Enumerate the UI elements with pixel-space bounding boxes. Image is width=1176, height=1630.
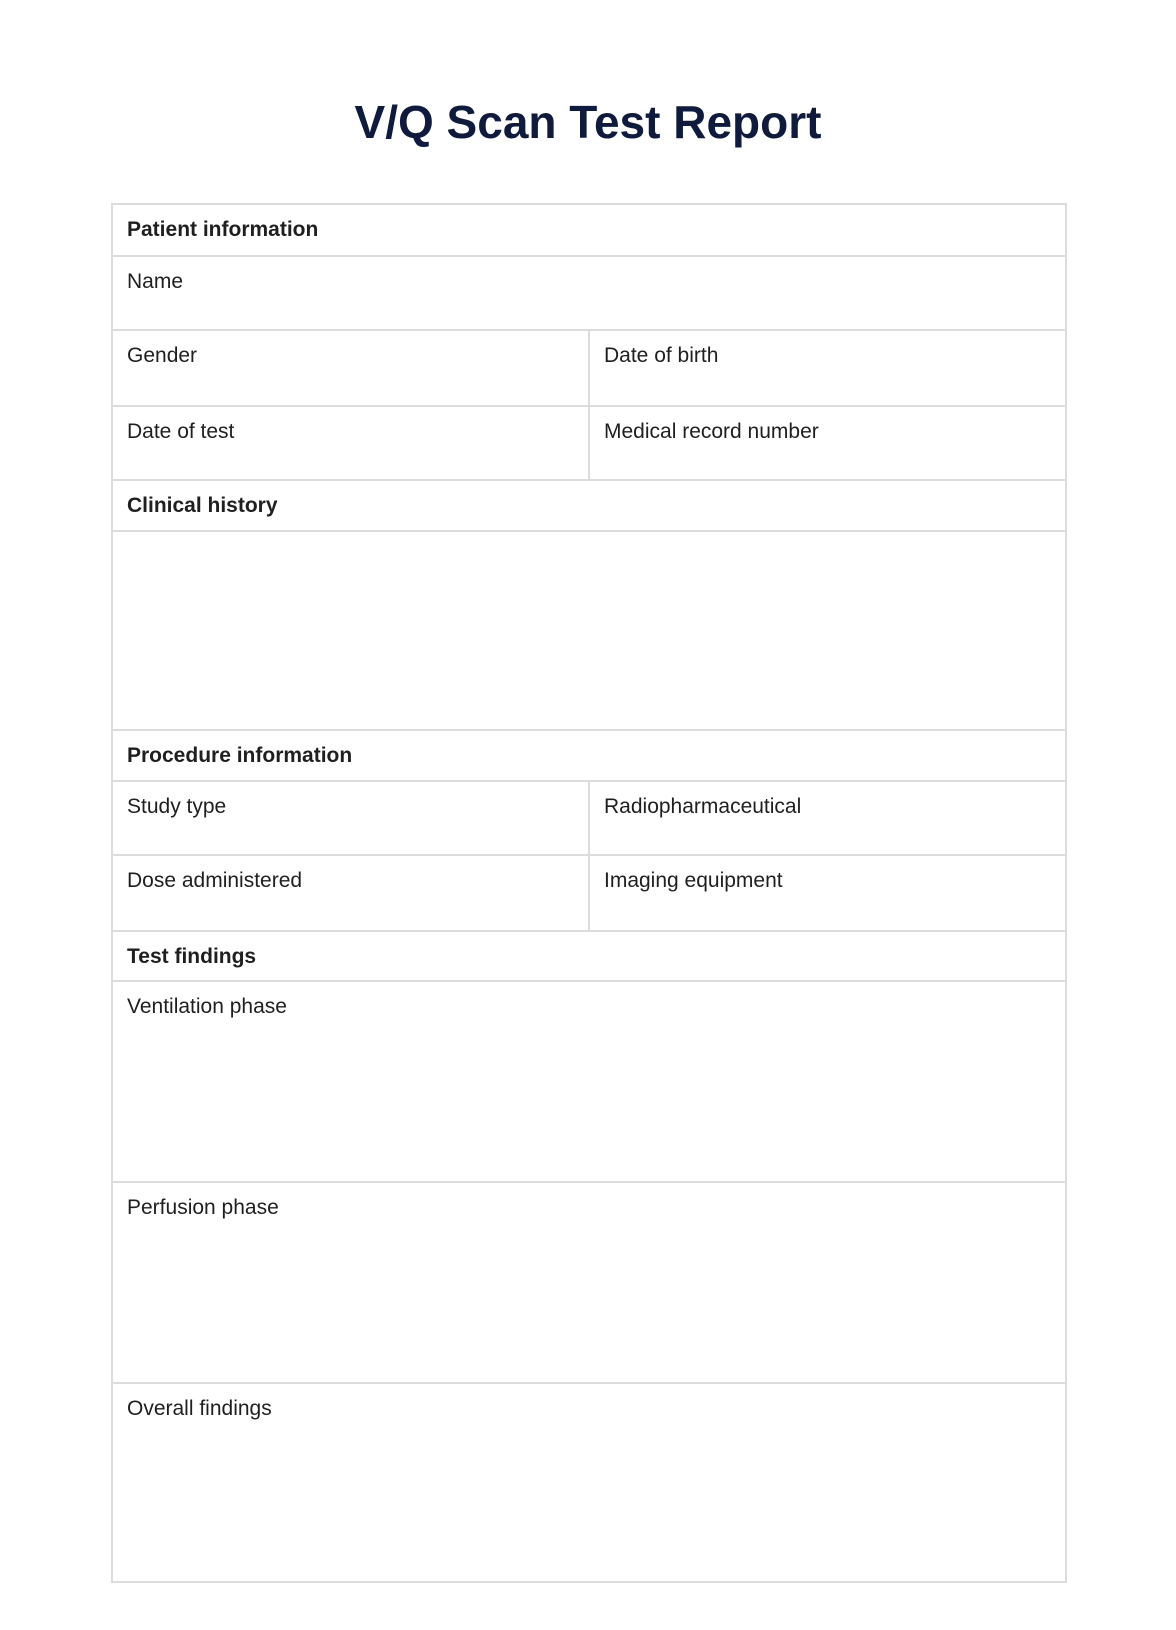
section-patient-information bbox=[113, 205, 1065, 255]
study-type-field[interactable]: Study type bbox=[127, 795, 227, 818]
perfusion-phase-label: Perfusion phase bbox=[127, 1196, 279, 1219]
clinical-history-field[interactable] bbox=[113, 530, 1065, 729]
study-type-row bbox=[113, 780, 1065, 854]
name-label: Name bbox=[127, 270, 184, 293]
radiopharmaceutical-field[interactable]: Radiopharmaceutical bbox=[588, 782, 1065, 854]
ventilation-phase-label: Ventilation phase bbox=[127, 995, 287, 1018]
medical-record-number-field[interactable]: Medical record number bbox=[588, 407, 1065, 479]
perfusion-phase-field[interactable] bbox=[113, 1181, 1065, 1382]
section-test-findings bbox=[113, 930, 1065, 980]
clinical-history-input[interactable] bbox=[113, 532, 1065, 729]
ventilation-phase-field[interactable] bbox=[113, 980, 1065, 1181]
overall-findings-label: Overall findings bbox=[127, 1397, 272, 1420]
dose-administered-field[interactable]: Dose administered bbox=[127, 869, 303, 892]
report-form bbox=[111, 203, 1067, 1583]
section-heading: Patient information bbox=[127, 218, 319, 241]
imaging-equipment-field[interactable]: Imaging equipment bbox=[588, 856, 1065, 930]
test-date-mrn-row bbox=[113, 405, 1065, 479]
name-field[interactable] bbox=[113, 255, 1065, 329]
gender-dob-row bbox=[113, 329, 1065, 405]
page-title: V/Q Scan Test Report bbox=[354, 96, 822, 148]
overall-findings-field[interactable] bbox=[113, 1382, 1065, 1581]
section-procedure-information bbox=[113, 729, 1065, 780]
date-of-birth-field[interactable]: Date of birth bbox=[588, 331, 1065, 405]
section-heading: Procedure information bbox=[127, 744, 353, 767]
date-of-test-field[interactable]: Date of test bbox=[127, 420, 235, 443]
dose-equipment-row bbox=[113, 854, 1065, 930]
section-heading: Clinical history bbox=[127, 494, 278, 517]
section-heading: Test findings bbox=[127, 945, 257, 968]
gender-field[interactable]: Gender bbox=[127, 344, 198, 367]
section-clinical-history bbox=[113, 479, 1065, 530]
